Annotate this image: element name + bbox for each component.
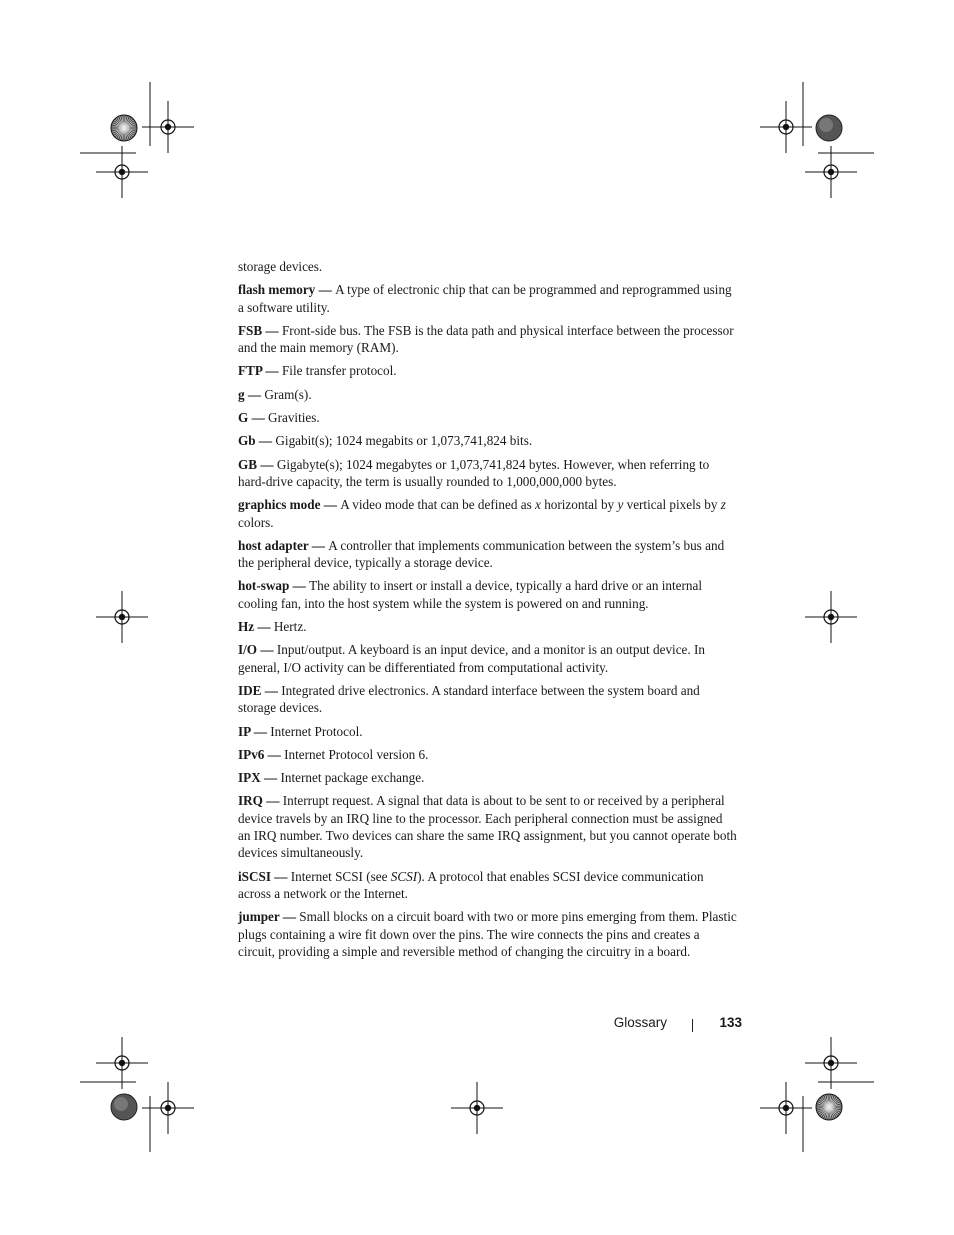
term-dash: — bbox=[260, 770, 281, 786]
glossary-definition: Input/output. A keyboard is an input device, and a monitor is an output device. In general, I/O activity can be differentiated from computational activity. bbox=[238, 642, 705, 675]
glossary-entry bbox=[238, 432, 738, 449]
glossary-entry bbox=[238, 908, 738, 960]
glossary-term: host adapter bbox=[238, 537, 309, 553]
glossary-entry bbox=[238, 618, 738, 635]
glossary-term: Gb bbox=[238, 433, 256, 449]
glossary-entries bbox=[238, 281, 738, 960]
glossary-definition: Gram(s). bbox=[264, 386, 312, 402]
glossary-definition: A type of electronic chip that can be programmed and reprogrammed using a software utility. bbox=[238, 282, 732, 315]
term-dash: — bbox=[264, 746, 285, 762]
glossary-definition: File transfer protocol. bbox=[281, 363, 397, 379]
term-dash: — bbox=[271, 868, 291, 884]
footer-separator bbox=[692, 1019, 693, 1032]
term-dash: — bbox=[262, 322, 282, 338]
glossary-entry bbox=[238, 322, 738, 357]
registration-crosshair bbox=[760, 1082, 812, 1134]
term-dash: — bbox=[308, 537, 329, 553]
term-dash: — bbox=[315, 282, 336, 298]
glossary-definition: Small blocks on a circuit board with two or more pins emerging from them. Plastic plugs containing a wire fit down over the pins. The wire connects the pins and creates a circuit, providing a simple and reversible method of changing the circuitry in a board. bbox=[238, 909, 737, 959]
registration-crosshair bbox=[760, 101, 812, 153]
glossary-definition: Hertz. bbox=[273, 619, 307, 635]
term-dash: — bbox=[257, 456, 277, 472]
glossary-definition: Internet Protocol. bbox=[270, 723, 363, 739]
term-dash: — bbox=[262, 363, 282, 379]
glossary-term: IPX bbox=[238, 770, 261, 786]
term-dash: — bbox=[255, 433, 276, 449]
registration-halftone bbox=[111, 1094, 137, 1120]
glossary-definition: Front-side bus. The FSB is the data path and physical interface between the processor and the main memory (RAM). bbox=[238, 322, 734, 356]
footer-section-title: Glossary bbox=[613, 1015, 667, 1030]
glossary-entry bbox=[238, 682, 738, 717]
glossary-term: Hz bbox=[238, 619, 255, 635]
glossary-content bbox=[238, 258, 738, 966]
registration-starburst bbox=[816, 1094, 842, 1120]
glossary-term: IPv6 bbox=[238, 746, 265, 762]
glossary-term: IDE bbox=[238, 682, 262, 698]
glossary-definition: Internet package exchange. bbox=[280, 770, 425, 786]
continued-text: storage devices. bbox=[238, 259, 323, 274]
glossary-term: hot-swap bbox=[238, 578, 290, 594]
registration-crosshair bbox=[96, 1037, 148, 1089]
registration-starburst bbox=[111, 115, 137, 141]
glossary-entry bbox=[238, 409, 738, 426]
glossary-definition: Internet SCSI (see SCSI). A protocol that enables SCSI device communication across a network or the Internet. bbox=[238, 868, 704, 901]
glossary-entry bbox=[238, 386, 738, 403]
glossary-term: iSCSI bbox=[238, 868, 271, 884]
registration-crosshair bbox=[805, 591, 857, 643]
registration-halftone bbox=[816, 115, 842, 141]
registration-crosshair bbox=[805, 1037, 857, 1089]
term-dash: — bbox=[257, 642, 277, 658]
glossary-entry bbox=[238, 792, 738, 861]
glossary-entry bbox=[238, 868, 738, 903]
glossary-term: IRQ bbox=[238, 793, 263, 809]
glossary-definition: A controller that implements communication between the system’s bus and the peripheral device, typically a storage device. bbox=[238, 537, 725, 571]
glossary-entry bbox=[238, 769, 738, 786]
registration-crosshair bbox=[805, 146, 857, 198]
glossary-definition: Internet Protocol version 6. bbox=[284, 746, 429, 762]
glossary-entry bbox=[238, 281, 738, 316]
glossary-term: IP bbox=[238, 723, 251, 739]
glossary-entry bbox=[238, 362, 738, 379]
term-dash: — bbox=[262, 793, 283, 809]
term-dash: — bbox=[279, 909, 300, 925]
glossary-entry bbox=[238, 746, 738, 763]
glossary-definition: Gigabit(s); 1024 megabits or 1,073,741,824 bits. bbox=[275, 433, 533, 449]
glossary-entry bbox=[238, 577, 738, 612]
term-dash: — bbox=[248, 410, 269, 426]
term-dash: — bbox=[250, 723, 271, 739]
glossary-term: g bbox=[238, 386, 245, 402]
term-dash: — bbox=[254, 619, 274, 635]
term-dash: — bbox=[320, 497, 341, 513]
page-footer bbox=[560, 1015, 742, 1035]
glossary-entry bbox=[238, 723, 738, 740]
term-dash: — bbox=[261, 682, 282, 698]
registration-crosshair bbox=[96, 146, 148, 198]
term-dash: — bbox=[244, 386, 265, 402]
glossary-term: FSB bbox=[238, 322, 263, 338]
term-dash: — bbox=[289, 578, 310, 594]
glossary-term: GB bbox=[238, 456, 258, 472]
glossary-definition: The ability to insert or install a device, typically a hard drive or an internal cooling fan, into the host system while the system is powered on and running. bbox=[238, 578, 703, 611]
glossary-term: jumper bbox=[238, 909, 280, 925]
glossary-definition: Integrated drive electronics. A standard interface between the system board and storage devices. bbox=[238, 682, 700, 716]
glossary-definition: Interrupt request. A signal that data is about to be sent to or received by a peripheral device travels by an IRQ line to the processor. Each peripheral connection must be assigned an IRQ number. Two devices can share the same IRQ assignment, but you cannot operate both devices simultaneously. bbox=[238, 793, 737, 861]
glossary-entry bbox=[238, 496, 738, 531]
page-number: 133 bbox=[719, 1015, 742, 1030]
glossary-definition: Gravities. bbox=[268, 410, 320, 426]
glossary-term: I/O bbox=[238, 642, 258, 658]
glossary-definition: A video mode that can be defined as x horizontal by y vertical pixels by z colors. bbox=[238, 497, 726, 530]
glossary-term: FTP bbox=[238, 363, 263, 379]
glossary-definition: Gigabyte(s); 1024 megabytes or 1,073,741,824 bytes. However, when referring to hard-drive capacity, the term is usually rounded to 1,000,000,000 bytes. bbox=[238, 456, 710, 489]
glossary-entry bbox=[238, 537, 738, 572]
glossary-term: flash memory bbox=[238, 282, 316, 298]
glossary-entry bbox=[238, 641, 738, 676]
registration-crosshair bbox=[451, 1082, 503, 1134]
glossary-term: graphics mode bbox=[238, 497, 321, 513]
glossary-entry bbox=[238, 456, 738, 491]
registration-crosshair bbox=[96, 591, 148, 643]
glossary-term: G bbox=[238, 410, 249, 426]
